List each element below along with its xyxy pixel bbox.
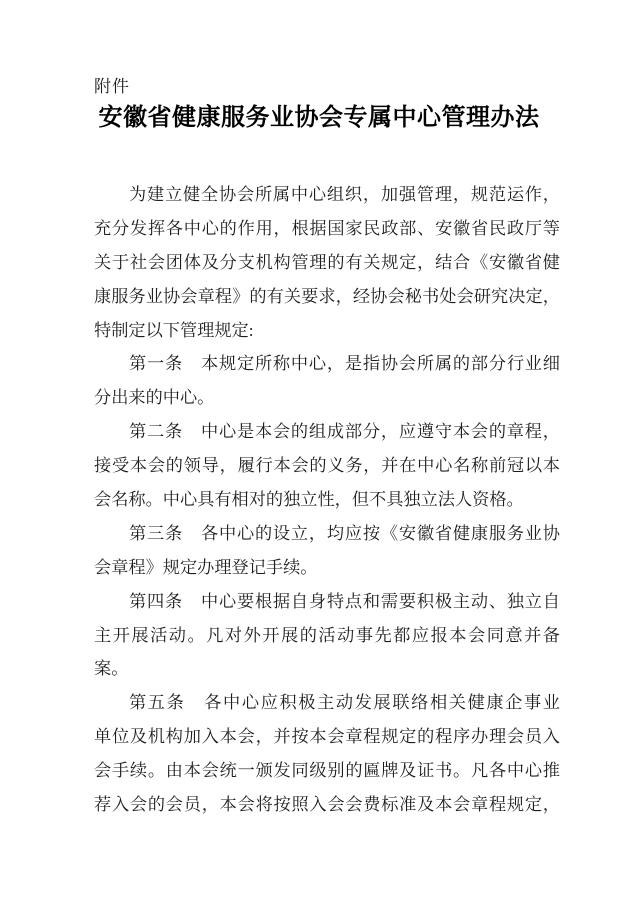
paragraph-line: 主开展活动。凡对外开展的活动事先都应报本会同意并备 bbox=[94, 625, 560, 645]
paragraph-line: 充分发挥各中心的作用，根据国家民政部、安徽省民政厅等 bbox=[94, 218, 560, 238]
paragraph-line: 单位及机构加入本会，并按本会章程规定的程序办理会员入 bbox=[94, 727, 560, 747]
paragraph-line: 第五条 各中心应积极主动发展联络相关健康企事业 bbox=[129, 693, 560, 713]
paragraph-1 bbox=[94, 178, 560, 347]
paragraph-line: 为建立健全协会所属中心组织，加强管理，规范运作， bbox=[129, 185, 560, 204]
paragraph-line: 案。 bbox=[94, 659, 129, 679]
paragraph-line: 第一条 本规定所称中心，是指协会所属的部分行业细 bbox=[129, 354, 560, 374]
paragraph-line: 关于社会团体及分支机构管理的有关规定，结合《安徽省健 bbox=[94, 252, 560, 272]
paragraph-line: 第四条 中心要根据自身特点和需要积极主动、独立自 bbox=[129, 591, 560, 611]
paragraph-3 bbox=[94, 415, 560, 517]
document-title: 安徽省健康服务业协会专属中心管理办法 bbox=[98, 104, 540, 131]
paragraph-line: 接受本会的领导，履行本会的义务，并在中心名称前冠以本 bbox=[94, 456, 560, 476]
paragraph-line: 特制定以下管理规定: bbox=[94, 320, 254, 340]
paragraph-6 bbox=[94, 686, 560, 822]
paragraph-5 bbox=[94, 585, 560, 687]
attachment-label: 附件 bbox=[94, 77, 130, 96]
paragraph-line: 第二条 中心是本会的组成部分，应遵守本会的章程， bbox=[129, 422, 560, 442]
document-body bbox=[94, 178, 560, 822]
paragraph-line: 康服务业协会章程》的有关要求，经协会秘书处会研究决定， bbox=[94, 286, 560, 306]
paragraph-line: 会章程》规定办理登记手续。 bbox=[94, 557, 318, 577]
paragraph-4 bbox=[94, 517, 560, 585]
paragraph-line: 第三条 各中心的设立，均应按《安徽省健康服务业协 bbox=[129, 523, 560, 543]
paragraph-2 bbox=[94, 347, 560, 415]
paragraph-line: 会手续。由本会统一颁发同级别的匾牌及证书。凡各中心推 bbox=[94, 761, 560, 781]
paragraph-line: 分出来的中心。 bbox=[94, 388, 215, 408]
paragraph-line: 会名称。中心具有相对的独立性，但不具独立法人资格。 bbox=[94, 490, 524, 510]
paragraph-line: 荐入会的会员，本会将按照入会会费标准及本会章程规定， bbox=[94, 795, 560, 815]
